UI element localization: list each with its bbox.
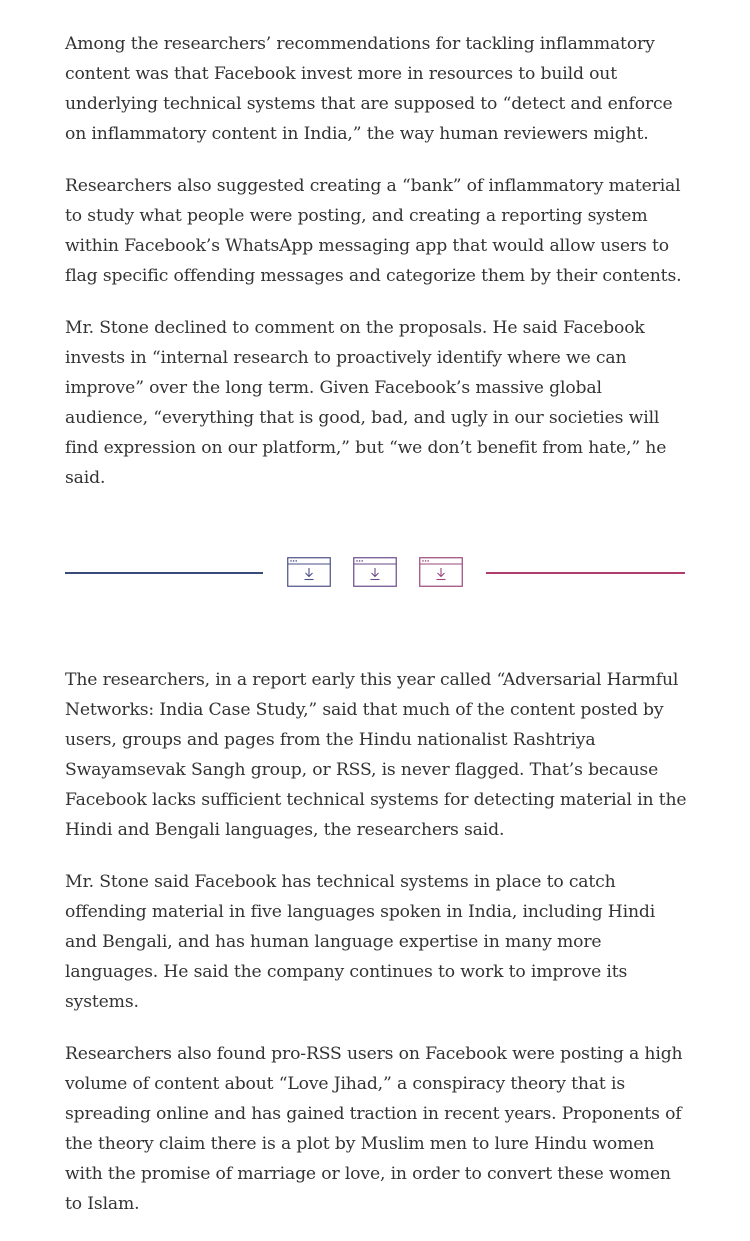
document-download-icon [287,557,331,587]
document-download-icon [419,557,463,587]
article-paragraph: Researchers also suggested creating a “bank” of inflammatory material to study what people were posting, and creating a reporting system within Facebook’s WhatsApp messaging app that would allow users to flag specific offending messages and categorize them by their contents. [65,176,682,286]
document-download-icon [353,557,397,587]
article-body [65,29,690,1241]
article-paragraph: Researchers also found pro-RSS users on Facebook were posting a high volume of content about “Love Jihad,” a conspiracy theory that is spreading online and has gained traction in recent years. Proponents of the theory claim there is a plot by Muslim men to lure Hindu women with the promise of marriage or love, in order to convert these women to Islam. [65,1044,683,1214]
article-paragraph: Among the researchers’ recommendations for tackling inflammatory content was that Facebook invest more in resources to build out underlying technical systems that are supposed to “detect and enforce on inflammatory content in India,” the way human reviewers might. [65,34,673,144]
article-paragraph: Mr. Stone declined to comment on the proposals. He said Facebook invests in “internal research to proactively identify where we can improve” over the long term. Given Facebook’s massive global audience, “everything that is good, bad, and ugly in our societies will find expression on our platform,” but “we don’t benefit from hate,” he said. [65,318,667,488]
section-divider [65,515,685,665]
article-paragraph: The researchers, in a report early this year called “Adversarial Harmful Networks: India Case Study,” said that much of the content posted by users, groups and pages from the Hindu nationalist Rashtriya Swayamsevak Sangh group, or RSS, is never flagged. That’s because Facebook lacks sufficient technical systems for detecting material in the Hindi and Bengali languages, the researchers said. [65,670,687,840]
divider-rule-right [486,572,685,574]
divider-rule-left [65,572,263,574]
article-paragraph: Mr. Stone said Facebook has technical systems in place to catch offending material in five languages spoken in India, including Hindi and Bengali, and has human language expertise in many more languages. He said the company continues to work to improve its systems. [65,872,656,1012]
